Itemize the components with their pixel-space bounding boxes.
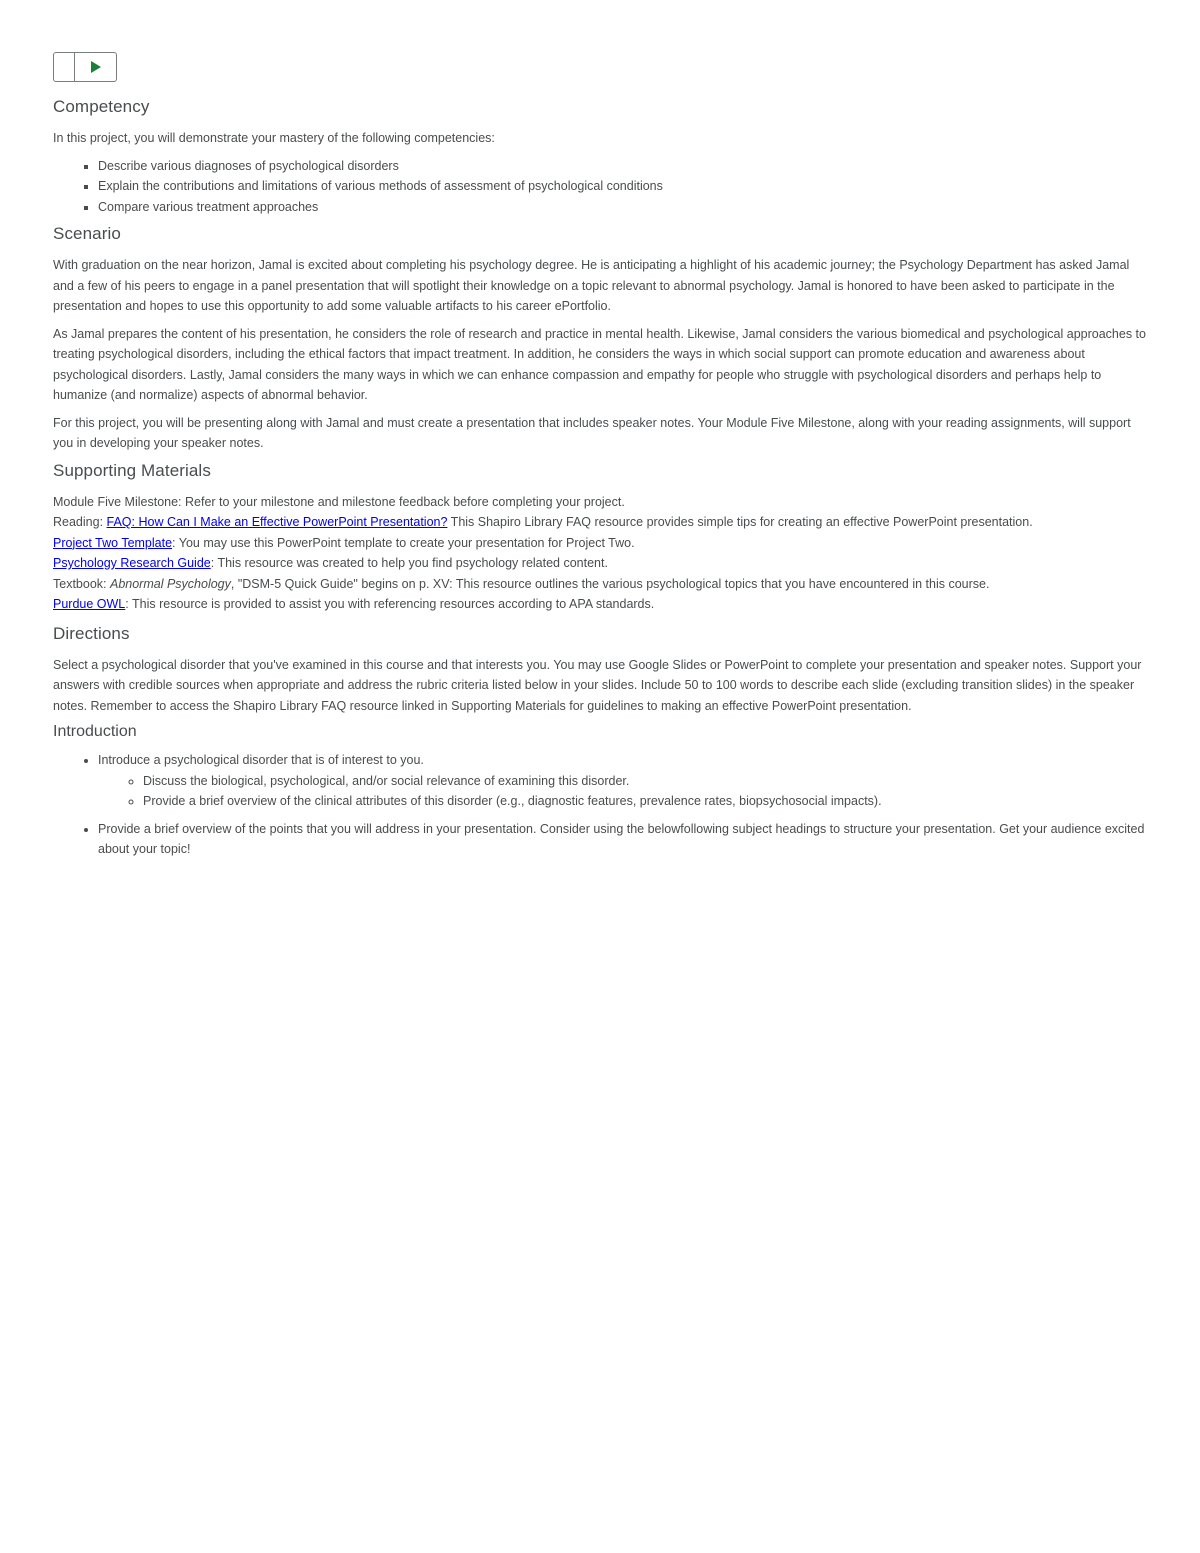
reading-line — [53, 512, 1148, 533]
scenario-heading: Scenario — [53, 224, 121, 243]
play-button[interactable] — [75, 53, 116, 81]
faq-powerpoint-link[interactable]: FAQ: How Can I Make an Effective PowerPoint Presentation? — [106, 515, 448, 529]
media-player-left-segment[interactable] — [54, 53, 75, 81]
psychology-research-guide-link[interactable]: Psychology Research Guide — [53, 556, 211, 570]
introduction-item-text: Introduce a psychological disorder that is of interest to you. — [98, 753, 424, 767]
scenario-paragraph: For this project, you will be presenting along with Jamal and must create a presentation that includes speaker notes. Your Module Five Milestone, along with your reading assignments, will support you in developing your speaker notes. — [53, 415, 1131, 450]
competency-list — [53, 156, 1148, 218]
purdue-owl-line — [53, 594, 1148, 615]
competency-item: ▪ Explain the contributions and limitations of various methods of assessment of psychological conditions — [98, 176, 1148, 197]
reading-prefix: Reading: — [53, 515, 107, 529]
media-player-control[interactable] — [53, 52, 117, 82]
introduction-heading: Introduction — [53, 723, 137, 740]
research-guide-description: : This resource was created to help you find psychology related content. — [210, 556, 608, 570]
textbook-description: , "DSM-5 Quick Guide" begins on p. XV: This resource outlines the various psychological topics that you have encountered in this course. — [230, 576, 990, 591]
milestone-line: Module Five Milestone: Refer to your milestone and milestone feedback before completing your project. — [53, 494, 625, 509]
competency-item: ▪ Describe various diagnoses of psychological disorders — [98, 156, 1148, 177]
textbook-line — [53, 574, 1148, 595]
introduction-item: • Provide a brief overview of the points that you will address in your presentation. Consider using the belowfollowing subject headings to structure your presentation. Get your audience excited about your topic! — [98, 819, 1148, 860]
textbook-prefix: Textbook: — [53, 576, 110, 591]
project-two-template-link[interactable]: Project Two Template — [53, 535, 173, 550]
competency-item: ▪ Compare various treatment approaches — [98, 197, 1148, 218]
play-icon — [91, 61, 101, 73]
purdue-owl-link[interactable]: Purdue OWL — [53, 597, 126, 611]
introduction-subitem: ◦ Provide a brief overview of the clinical attributes of this disorder (e.g., diagnostic features, prevalence rates, biopsychosocial impacts). — [143, 791, 1148, 812]
directions-heading: Directions — [53, 623, 130, 643]
template-description: : You may use this PowerPoint template to create your presentation for Project Two. — [172, 535, 635, 550]
introduction-sublist — [98, 771, 1148, 812]
competency-heading: Competency — [53, 97, 150, 116]
introduction-item — [98, 750, 1148, 812]
scenario-paragraph: With graduation on the near horizon, Jamal is excited about completing his psychology degree. He is anticipating a highlight of his academic journey; the Psychology Department has asked Jamal and a few of his peers to engage in a panel presentation that will spotlight their knowledge on a topic relevant to abnormal psychology. Jamal is honored to have been asked to participate in the presentation and hopes to use this opportunity to add some valuable artifacts to his career ePortfolio. — [53, 258, 1130, 313]
purdue-owl-description: : This resource is provided to assist you with referencing resources according to APA standards. — [125, 597, 655, 611]
assignment-page — [53, 52, 1148, 867]
introduction-subitem: ◦ Discuss the biological, psychological, and/or social relevance of examining this disorder. — [143, 771, 1148, 792]
research-guide-line — [53, 553, 1148, 574]
supporting-materials-heading: Supporting Materials — [53, 460, 211, 480]
directions-paragraph: Select a psychological disorder that you've examined in this course and that interests you. You may use Google Slides or PowerPoint to complete your presentation and speaker notes. Support your answers with credible sources when appropriate and address the rubric criteria listed below in your slides. Include 50 to 100 words to describe each slide (excluding transition slides) in the speaker notes. Remember to access the Shapiro Library FAQ resource linked in Supporting Materials for guidelines to making an effective PowerPoint presentation. — [53, 657, 1142, 713]
competency-intro: In this project, you will demonstrate your mastery of the following competencies: — [53, 131, 495, 145]
introduction-list — [53, 750, 1148, 860]
template-line — [53, 533, 1148, 554]
textbook-title: Abnormal Psychology — [109, 576, 231, 591]
reading-description: This Shapiro Library FAQ resource provides simple tips for creating an effective PowerPoint presentation. — [447, 515, 1033, 529]
scenario-paragraph: As Jamal prepares the content of his presentation, he considers the role of research and practice in mental health. Likewise, Jamal considers the various biomedical and psychological approaches to treating psychological disorders, including the ethical factors that impact treatment. In addition, he considers the ways in which social support can promote education and awareness about psychological disorders. Lastly, Jamal considers the many ways in which we can enhance compassion and empathy for people who struggle with psychological disorders and perhaps help to humanize (and normalize) aspects of abnormal behavior. — [53, 326, 1146, 402]
